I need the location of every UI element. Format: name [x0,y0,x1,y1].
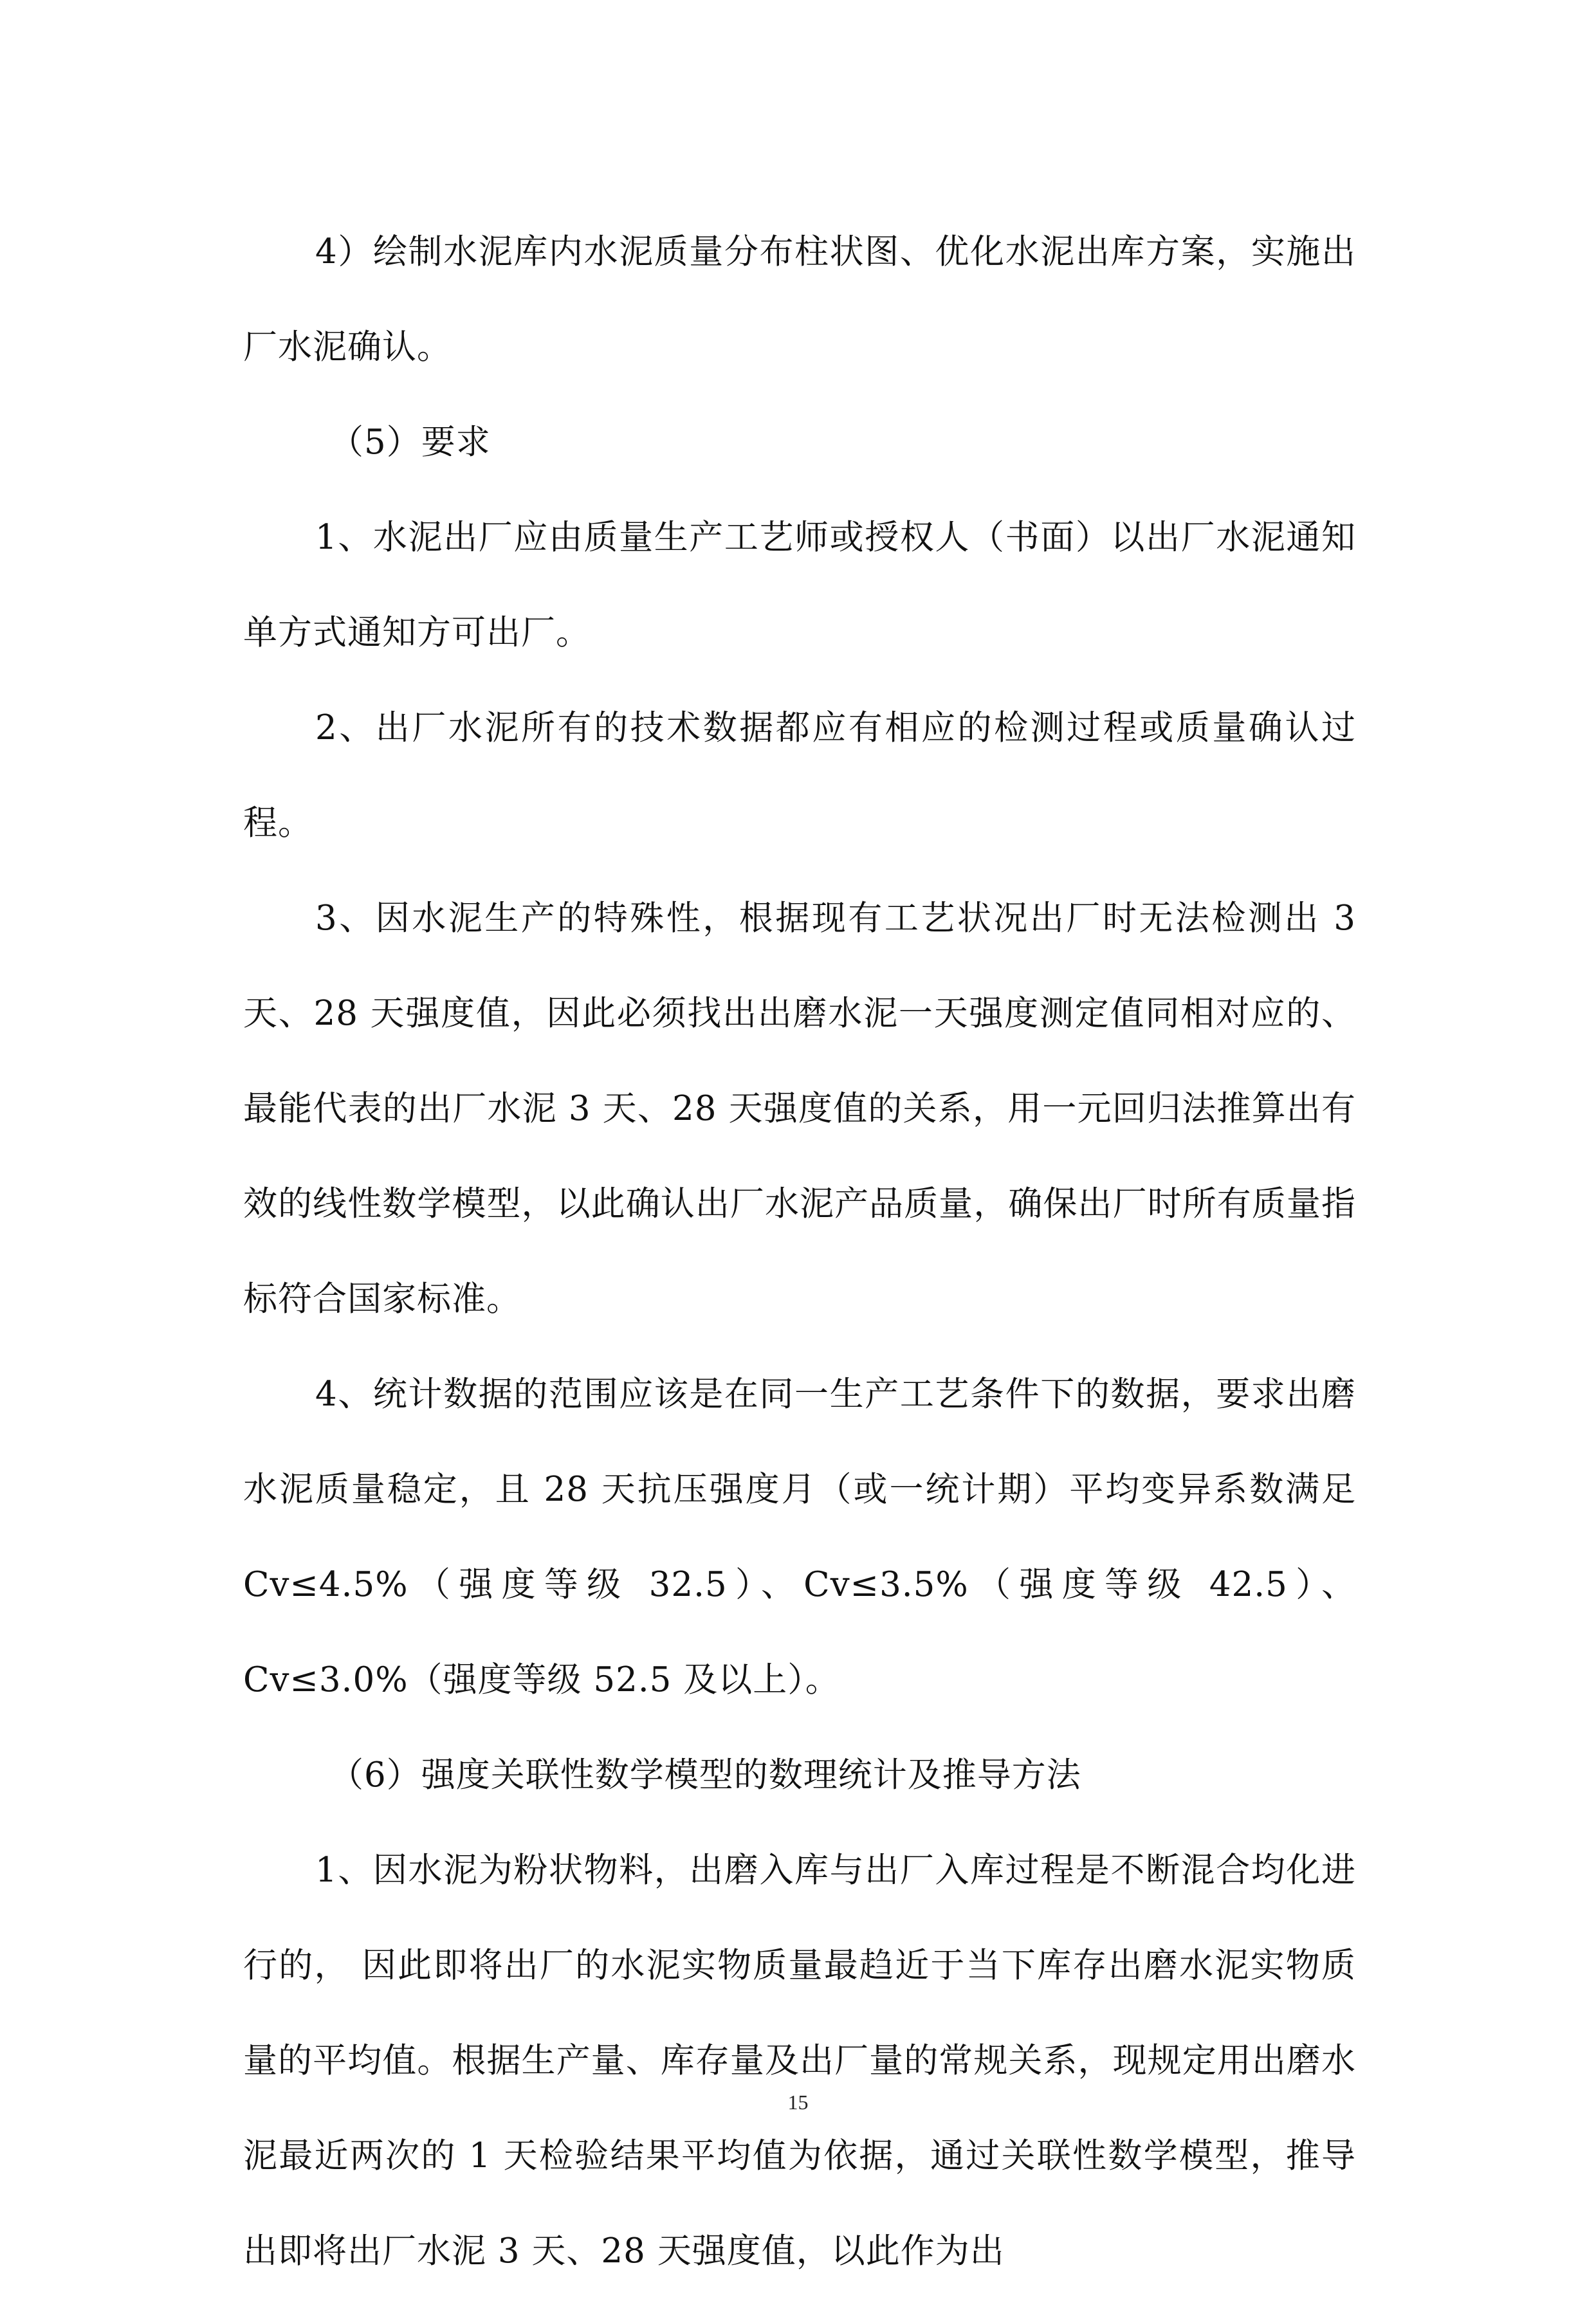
method-1: 1、因水泥为粉状物料，出磨入库与出厂入库过程是不断混合均化进行的， 因此即将出厂的水泥实物质量最趋近于当下库存出磨水泥实物质量的平均值。根据生产量、库存量及出厂量的常规关系，现规定用出磨水泥最近两次的 1 天检验结果平均值为依据，通过关联性数学模型，推导出即将出厂水泥 3 天、28 天强度值，以此作为出 [243,1851,1356,2271]
requirement-4: 4、统计数据的范围应该是在同一生产工艺条件下的数据，要求出磨水泥质量稳定，且 28 天抗压强度月（或一统计期）平均变异系数满足 Cv≤4.5%（强度等级 32.5）、Cv≤3.5%（强度等级 42.5）、Cv≤3.0%（强度等级 52.5 及以上）。 [243,1375,1356,1699]
requirement-2: 2、出厂水泥所有的技术数据都应有相应的检测过程或质量确认过程。 [243,708,1356,843]
page-number: 15 [787,2091,809,2114]
section-heading-6: （6）强度关联性数学模型的数理统计及推导方法 [329,1755,1081,1795]
requirement-3: 3、因水泥生产的特殊性，根据现有工艺状况出厂时无法检测出 3 天、28 天强度值，因此必须找出出磨水泥一天强度测定值同相对应的、最能代表的出厂水泥 3 天、28 天强度值的关系，用一元回归法推算出有效的线性数学模型，以此确认出厂水泥产品质量，确保出厂时所有质量指标符合国家标准。 [243,899,1356,1319]
body-text [243,205,1356,2299]
paragraph-item-4: 4）绘制水泥库内水泥质量分布柱状图、优化水泥出库方案，实施出厂水泥确认。 [243,232,1356,367]
requirement-1: 1、水泥出厂应由质量生产工艺师或授权人（书面）以出厂水泥通知单方式通知方可出厂。 [243,518,1356,652]
section-heading-5: （5）要求 [329,423,491,462]
